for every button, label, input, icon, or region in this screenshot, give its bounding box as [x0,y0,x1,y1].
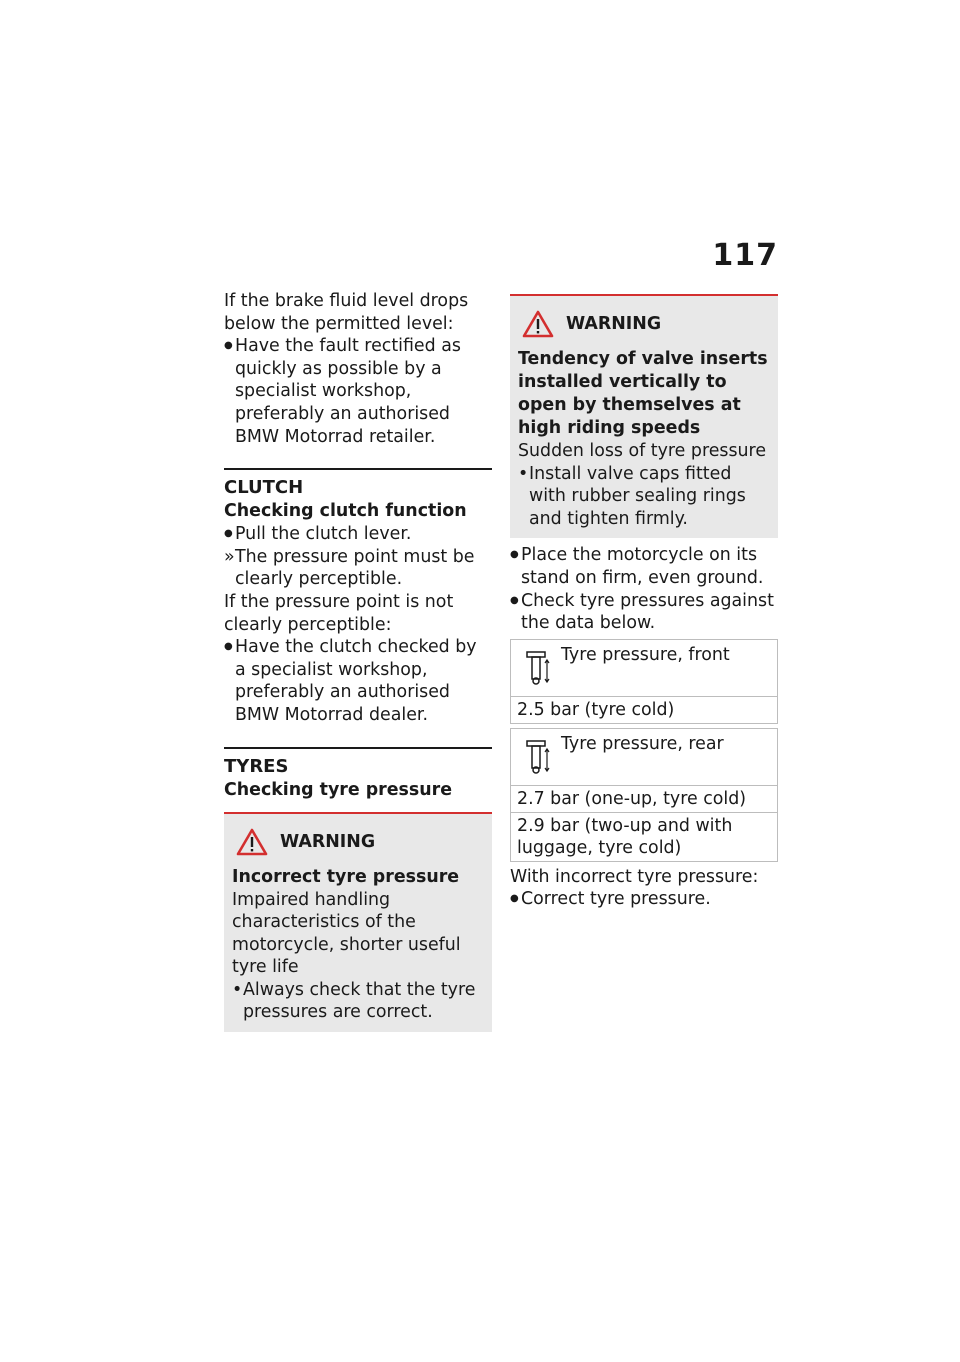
section-clutch: CLUTCH [224,468,492,500]
warning-box-valve-inserts [510,294,778,538]
spec-rear-tyre-pressure [510,728,778,862]
clutch-condition: If the pressure point is not clearly perceptible: [224,591,454,635]
page-number: 117 [712,238,778,273]
spec-value: 2.5 bar (tyre cold) [511,696,778,723]
incorrect-action: ● Correct tyre pressure. [510,888,778,911]
brake-intro: If the brake fluid level drops below the permitted level: [224,291,469,334]
section-tyres: TYRES [224,747,492,779]
warning-label: WARNING [280,831,376,852]
clutch-subhead: Checking clutch function [224,501,467,522]
warning-title: Tendency of valve inserts installed vertically to open by themselves at high riding speeds [518,349,768,438]
clutch-action: ● Have the clutch checked by a specialist workshop, preferably an authorised BMW Motorrad dealer. [224,636,492,726]
spec-front-tyre-pressure [510,639,778,724]
tyre-gauge-icon [523,648,551,688]
spec-label: Tyre pressure, front [561,644,730,665]
warning-instruction: • Always check that the tyre pressures are correct. [232,979,484,1024]
spec-value: 2.9 bar (two-up and with luggage, tyre cold) [511,812,778,861]
spec-header [511,728,778,785]
warning-triangle-icon [522,310,554,338]
warning-header [518,310,770,338]
warning-triangle-icon [236,828,268,856]
warning-consequence: Sudden loss of tyre pressure [518,441,767,461]
brake-action: ● Have the fault rectified as quickly as possible by a specialist workshop, preferably an authorised BMW Motorrad retailer. [224,335,492,448]
clutch-step: ● Pull the clutch lever. [224,523,492,546]
spec-header [511,639,778,696]
spec-label: Tyre pressure, rear [561,733,724,754]
spec-value: 2.7 bar (one-up, tyre cold) [511,785,778,812]
warning-label: WARNING [566,314,662,334]
clutch-result: » The pressure point must be clearly perceptible. [224,546,492,591]
step-check-pressures: ● Check tyre pressures against the data below. [510,590,778,635]
warning-instruction: • Install valve caps fitted with rubber sealing rings and tighten firmly. [518,463,770,531]
warning-title: Incorrect tyre pressure [232,866,460,887]
incorrect-condition: With incorrect tyre pressure: [510,866,759,887]
right-column [510,290,778,911]
tyres-subhead: Checking tyre pressure [224,779,453,800]
warning-header [232,828,484,856]
warning-consequence: Impaired handling characteristics of the motorcycle, shorter useful tyre life [232,889,461,978]
tyre-gauge-icon [523,737,551,777]
warning-box-tyre-pressure [224,812,492,1033]
step-place-motorcycle: ● Place the motorcycle on its stand on firm, even ground. [510,544,778,589]
left-column [224,290,492,1032]
